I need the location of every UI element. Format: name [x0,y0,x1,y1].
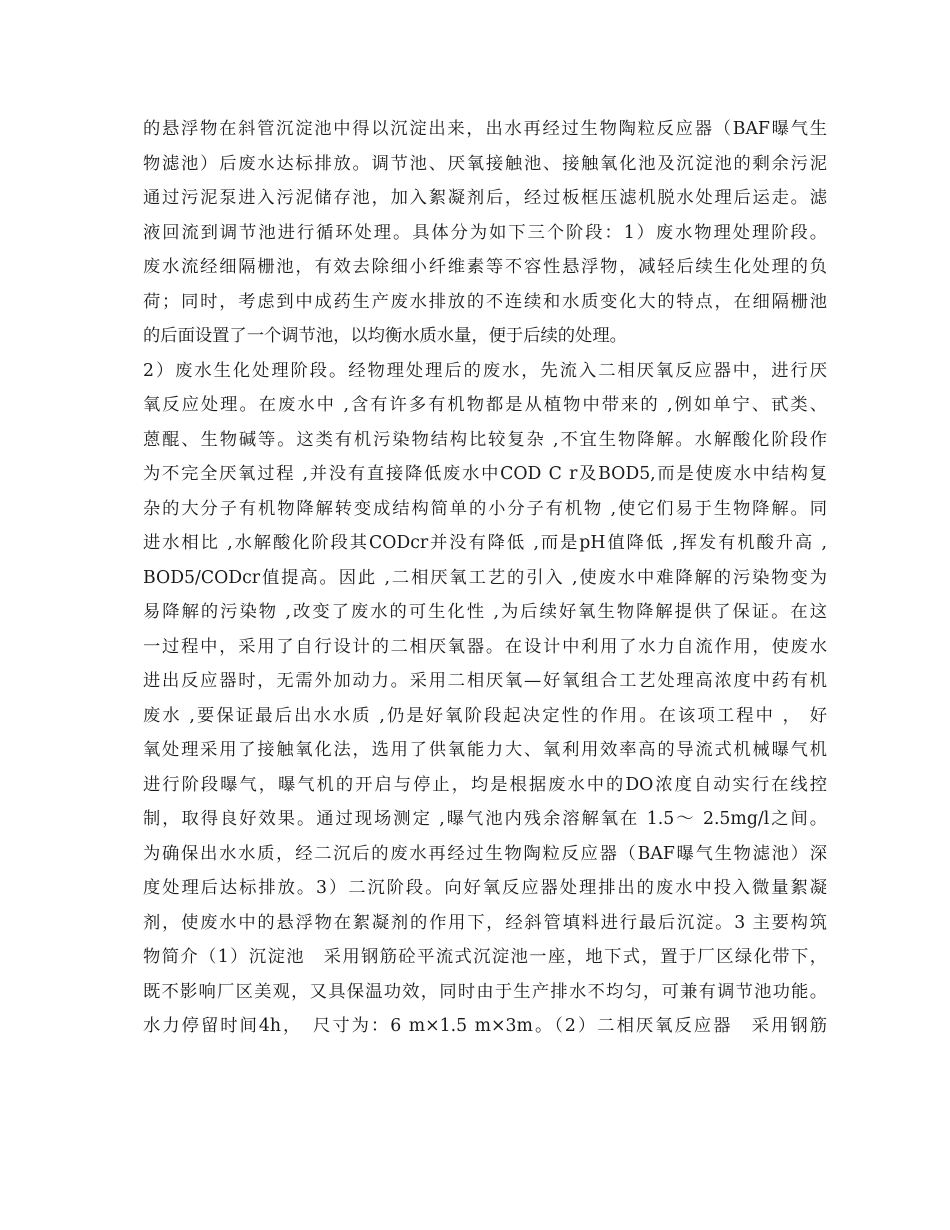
text-line: BOD5/CODcr值提高。因此 ,二相厌氧工艺的引入 ,使废水中难降解的污染物变为 [143,567,827,588]
text-line: 杂的大分子有机物降解转变成结构简单的小分子有机物 ,使它们易于生物降解。同 [143,498,827,519]
text-line: 废水 ,要保证最后出水水质 ,仍是好氧阶段起决定性的作用。在该项工程中 ， 好 [143,705,827,726]
text-line: 通过污泥泵进入污泥储存池，加入絮凝剂后，经过板框压滤机脱水处理后运走。滤 [143,188,827,208]
text-line: 氧处理采用了接触氧化法，选用了供氧能力大、氧利用效率高的导流式机械曝气机 [143,740,827,760]
text-line: 既不影响厂区美观，又具保温功效，同时由于生产排水不均匀，可兼有调节池功能。 [143,981,827,1002]
body-text [143,112,827,1044]
text-line: 剂，使废水中的悬浮物在絮凝剂的作用下，经斜管填料进行最后沉淀。3 主要构筑 [143,912,827,933]
text-line: 液回流到调节池进行循环处理。具体分为如下三个阶段：1）废水物理处理阶段。 [143,222,827,243]
text-line: 易降解的污染物 ,改变了废水的可生化性 ,为后续好氧生物降解提供了保证。在这 [143,602,827,622]
text-line: 度处理后达标排放。3）二沉阶段。向好氧反应器处理排出的废水中投入微量絮凝 [143,878,827,898]
text-line: 的后面设置了一个调节池，以均衡水质水量，便于后续的处理。 [143,326,627,346]
text-line: 制，取得良好效果。通过现场测定 ,曝气池内残余溶解氧在 1.5～ 2.5mg/l之间。 [143,809,827,829]
text-line: 物简介（1）沉淀池 采用钢筋砼平流式沉淀池一座，地下式，置于厂区绿化带下， [143,947,827,967]
text-line: 蒽醌、生物碱等。这类有机污染物结构比较复杂 ,不宜生物降解。水解酸化阶段作 [143,429,827,450]
text-line: 为不完全厌氧过程 ,并没有直接降低废水中COD C r及BOD5,而是使废水中结构复 [143,464,827,484]
text-line: 为确保出水水质，经二沉后的废水再经过生物陶粒反应器（BAF曝气生物滤池）深 [143,843,827,864]
text-line: 氧反应处理。在废水中 ,含有许多有机物都是从植物中带来的 ,例如单宁、甙类、 [143,395,827,415]
text-line: 的悬浮物在斜管沉淀池中得以沉淀出来，出水再经过生物陶粒反应器（BAF曝气生 [143,119,827,139]
text-line: 一过程中，采用了自行设计的二相厌氧器。在设计中利用了水力自流作用，使废水 [143,636,827,657]
text-line: 进水相比 ,水解酸化阶段其CODcr并没有降低 ,而是pH值降低 ,挥发有机酸升高 , [143,533,827,553]
text-line: 废水流经细隔栅池，有效去除细小纤维素等不容性悬浮物，减轻后续生化处理的负 [143,257,827,277]
text-line: 进出反应器时，无需外加动力。采用二相厌氧—好氧组合工艺处理高浓度中药有机 [143,671,827,691]
text-line: 物滤池）后废水达标排放。调节池、厌氧接触池、接触氧化池及沉淀池的剩余污泥 [143,153,827,174]
text-line: 进行阶段曝气，曝气机的开启与停止，均是根据废水中的DO浓度自动实行在线控 [143,774,827,795]
text-line: 2）废水生化处理阶段。经物理处理后的废水，先流入二相厌氧反应器中，进行厌 [143,360,827,381]
text-line: 水力停留时间4h， 尺寸为：6 m×1.5 m×3m。（2）二相厌氧反应器 采用钢筋 [143,1016,827,1036]
text-line: 荷；同时，考虑到中成药生产废水排放的不连续和水质变化大的特点，在细隔栅池 [143,291,827,312]
